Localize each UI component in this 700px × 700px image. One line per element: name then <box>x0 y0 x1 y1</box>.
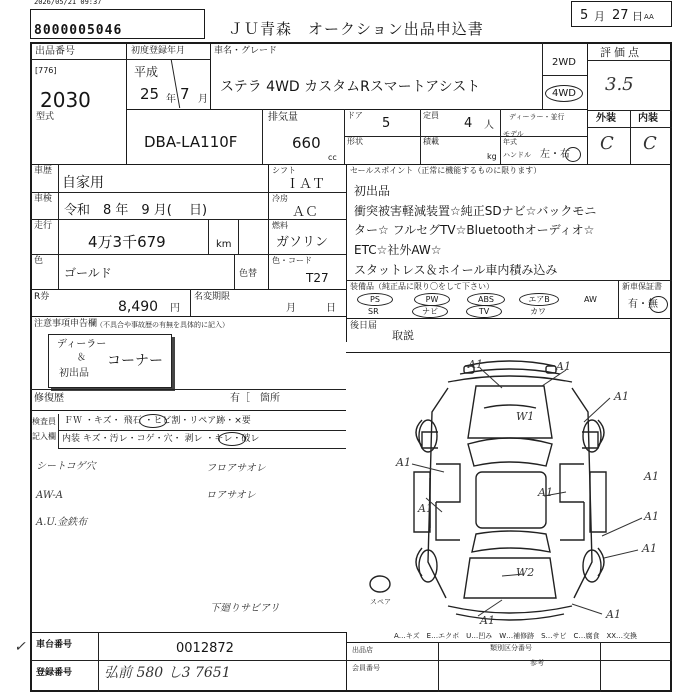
reg-label: 初度登録年月 <box>131 46 186 56</box>
vehicle-name-label: 車名・グレード <box>214 46 278 56</box>
selling-point-line: 初出品 <box>354 184 391 198</box>
exterior-label: 外装 <box>596 113 616 124</box>
shaken-value: 令和 8 年 9 月( 日) <box>64 203 208 218</box>
barcode-number: 8000005046 <box>34 23 123 38</box>
handnote-underbody: 下廻りサビアリ <box>210 603 280 614</box>
capacity-value: 4 <box>464 116 473 131</box>
selling-point-line: ター☆ フルセグTV☆Bluetoothオーディオ☆ <box>354 223 595 237</box>
equip-ps: PS <box>357 293 393 306</box>
peel-circled <box>218 432 246 446</box>
equip-abs: ABS <box>467 293 505 306</box>
mark-a1: A1 <box>644 510 659 523</box>
warranty-value: 有・無 <box>628 299 658 310</box>
score-label: 評価点 <box>600 46 642 59</box>
mark-a1: A1 <box>644 470 659 483</box>
dealer-corner-stamp: ディーラー ＆ 初出品 コーナー <box>48 334 172 388</box>
model-label: 型式 <box>36 112 55 122</box>
mark-a1: A1 <box>614 390 629 403</box>
post-delivery-value: 取説 <box>392 329 414 342</box>
repair-history-label: 修復歴 <box>34 393 64 404</box>
handle-value: 左・右 <box>540 149 570 160</box>
recycle-amount: 8,490 <box>118 299 159 315</box>
flying-stone-circled <box>139 414 167 428</box>
equip-aw: AW <box>584 295 597 304</box>
model-code: DBA-LA110F <box>144 133 238 151</box>
interior-label: 内装 <box>638 113 658 124</box>
mark-a1: A1 <box>480 614 495 627</box>
displacement-label: 排気量 <box>268 112 298 123</box>
equip-sr: SR <box>368 307 379 316</box>
selling-point-line: 衝突被害軽減装置☆純正SDナビ☆バックモニ <box>354 204 597 218</box>
selling-point-line: ETC☆社外AW☆ <box>354 243 442 257</box>
plate-label: 登録番号 <box>36 668 73 678</box>
selling-points-label: セールスポイント（正常に機能するものに限ります） <box>350 166 542 175</box>
mileage-value: 4万3千679 <box>88 233 166 251</box>
equip-tv: TV <box>466 305 502 318</box>
interior-grade: C <box>643 133 657 154</box>
chassis-label: 車台番号 <box>36 640 73 650</box>
inspector-exterior-row: ＦＷ ・キズ・ 飛石 ・ヒビ割・リペア跡・×要 <box>64 416 251 426</box>
doors-value: 5 <box>382 116 391 131</box>
handle-selected-circle <box>565 147 581 162</box>
timestamp: 2026/05/21 09:37 <box>34 0 102 6</box>
equipment-label: 装備品（純正品に限り〇をして下さい） <box>350 282 494 291</box>
selling-point-line: スタットレス＆ホイール車内積み込み <box>354 263 558 277</box>
warranty-circled <box>649 296 668 313</box>
handnote-aw: AW-A <box>36 490 63 501</box>
equip-navi: ナビ <box>412 305 448 318</box>
fuel-value: ガソリン <box>276 235 329 250</box>
reg-month: 7 <box>180 85 190 103</box>
barcode-box <box>30 9 205 39</box>
exterior-grade: C <box>600 133 614 154</box>
history-label: 車歴 <box>34 166 53 176</box>
handnote-lower: ロアサオレ <box>206 490 256 501</box>
equip-pw: PW <box>414 293 450 306</box>
chassis-number: 0012872 <box>176 641 234 656</box>
vehicle-name: ステラ 4WD カスタムRスマートアシスト <box>220 79 481 95</box>
history-value: 自家用 <box>62 175 104 191</box>
repair-history-value: 有［ 箇所 <box>230 393 280 404</box>
color-value: ゴールド <box>64 266 112 280</box>
reg-year: 25 <box>140 85 160 103</box>
date-box: 5 月 27 日 AA <box>571 1 672 27</box>
colorcode-value: T27 <box>306 271 329 285</box>
lot-label: 出品番号 <box>35 46 75 57</box>
car-damage-diagram <box>352 352 670 630</box>
mark-a1: A1 <box>606 608 621 621</box>
notes-label: 注意事項申告欄 <box>34 319 98 329</box>
aircon-value: ＡＣ <box>292 205 319 220</box>
mark-a1: A1 <box>538 486 553 499</box>
check-mark: ✓ <box>14 639 26 655</box>
mark-a1: A1 <box>468 358 483 371</box>
inspector-interior-row: 内装 キズ・汚レ・コゲ・穴・ 剥レ ・キレ・破レ <box>62 434 260 444</box>
form-title: ＪＵ青森 オークション出品申込書 <box>228 20 484 38</box>
equip-airbag: エアB <box>519 293 559 306</box>
mark-w1: W1 <box>516 410 535 423</box>
mark-a1: A1 <box>556 360 571 373</box>
spare-label: スペア <box>370 598 391 606</box>
shift-value: ＩＡＴ <box>286 177 326 192</box>
mark-w2: W2 <box>516 566 535 579</box>
displacement-value: 660 <box>292 134 321 152</box>
handnote-seat: シートコゲ穴 <box>36 461 96 472</box>
lot-number: 2030 <box>40 88 91 112</box>
mark-a1: A1 <box>396 456 411 469</box>
damage-legend: A…キズ E…エクボ U…凹み W…補修跡 S…サビ C…腐食 XX…交換 <box>394 632 638 640</box>
drive-4wd-circled: 4WD <box>545 85 583 102</box>
mark-a1: A1 <box>642 542 657 555</box>
plate-value: 弘前 580 し3 7651 <box>104 665 231 681</box>
handnote-floor: フロアサオレ <box>206 463 266 474</box>
lot-sub: [776] <box>35 66 57 75</box>
mark-a1: A1 <box>418 502 433 515</box>
handnote-au: A.U.金鉄布 <box>36 517 88 528</box>
score-value: 3.5 <box>605 74 634 95</box>
equip-leather: カワ <box>530 307 546 316</box>
